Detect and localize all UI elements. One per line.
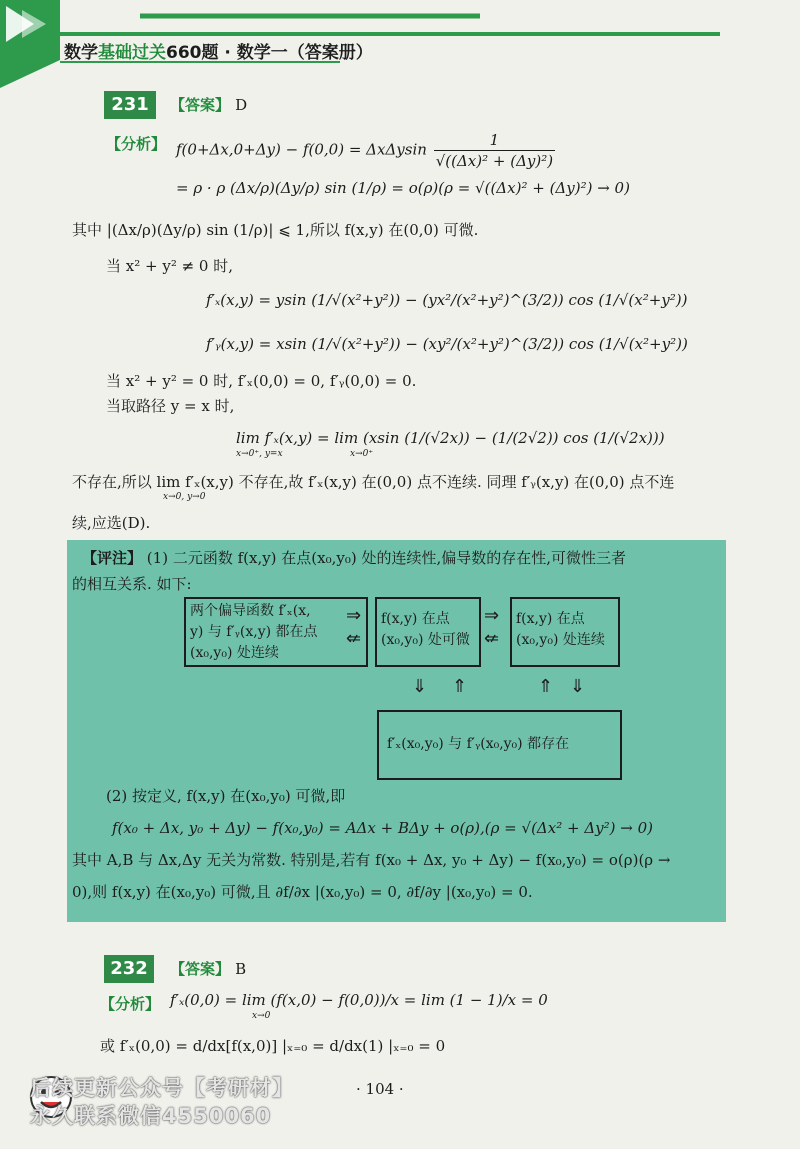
answer-value-232: B (235, 960, 247, 978)
limit-formula: lim f′ₓ(x,y) = lim (xsin (1/(√2x)) − (1/(2√2)) cos (1/(√2x))) (236, 429, 665, 447)
analysis-label-232: 【分析】 (100, 995, 161, 1013)
answer-row-232 (170, 958, 246, 979)
analysis-line-10: 不存在,所以 lim f′ₓ(x,y) 不存在,故 f′ₓ(x,y) 在(0,0) 点不连续. 同理 f′ᵧ(x,y) 在(0,0) 点不连 (72, 473, 675, 491)
book-title (64, 38, 373, 63)
q232-analysis-line-2: 或 f′ₓ(0,0) = d/dx[f(x,0)] |ₓ₌₀ = d/dx(1) |ₓ₌₀ = 0 (100, 1037, 446, 1055)
not-implied-arrow-1: ⇍ (346, 628, 362, 649)
note-intro-text: (1) 二元函数 f(x,y) 在点(x₀,y₀) 处的连续性,偏导数的存在性,可微性三者 (146, 549, 627, 567)
page-number: · 104 · (356, 1080, 404, 1098)
answer-label-232: 【答案】 (170, 960, 231, 978)
analysis-line-3: 其中 |(Δx/ρ)(Δy/ρ) sin (1/ρ)| ⩽ 1,所以 f(x,y) 在(0,0) 可微. (72, 221, 479, 239)
q232-limit-subscript: x→0 (252, 1011, 271, 1021)
box1-line-3: (x₀,y₀) 处连续 (190, 645, 279, 661)
box3-line-2: (x₀,y₀) 处连续 (516, 632, 605, 648)
watermark-line-1: 后续更新公众号【考研材】 (30, 1076, 294, 1100)
note-label: 【评注】 (82, 549, 143, 567)
line10-subscript: x→0, y→0 (163, 492, 206, 502)
question-number-badge: 231 (104, 91, 156, 119)
not-implied-up-arrow-1: ⇑ (452, 676, 468, 697)
analysis-line-8: 当取路径 y = x 时, (106, 397, 235, 415)
analysis-line-4: 当 x² + y² ≠ 0 时, (106, 257, 234, 275)
note-p2-line-3: 其中 A,B 与 Δx,Δy 无关为常数. 特别是,若有 f(x₀ + Δx, y₀ + Δy) − f(x₀,y₀) = o(ρ)(ρ → (72, 851, 671, 869)
watermark (30, 1068, 294, 1128)
title-part-2: 基础过关 (98, 43, 166, 63)
title-part-1: 数学 (64, 43, 98, 63)
line1-numerator: 1 (434, 130, 555, 151)
answer-row (170, 94, 247, 115)
flow-box-differentiable (375, 597, 481, 667)
box3-line-1: f(x,y) 在点 (516, 611, 585, 627)
note-p2-line-1: (2) 按定义, f(x,y) 在(x₀,y₀) 可微,即 (106, 787, 346, 805)
analysis-line-7: 当 x² + y² = 0 时, f′ₓ(0,0) = 0, f′ᵧ(0,0) = 0. (106, 372, 417, 390)
note-intro-line-2: 的相互关系. 如下: (72, 575, 192, 593)
box1-line-2: y) 与 f′ᵧ(x,y) 都在点 (190, 624, 318, 640)
watermark-line-2: 永久联系微信4550060 (30, 1104, 272, 1128)
answer-value: D (235, 96, 248, 114)
analysis-label: 【分析】 (106, 135, 167, 153)
note-intro-line-1 (82, 548, 626, 568)
partial-x-formula: f′ₓ(x,y) = ysin (1/√(x²+y²)) − (yx²/(x²+y²)^(3/2)) cos (1/√(x²+y²)) (206, 291, 688, 309)
line1-lhs: f(0+Δx,0+Δy) − f(0,0) = ΔxΔysin (176, 140, 427, 159)
limit-subscript-2: x→0⁺ (350, 449, 374, 459)
implies-arrow-2: ⇒ (484, 605, 500, 626)
analysis-line-2: = ρ · ρ (Δx/ρ)(Δy/ρ) sin (1/ρ) = o(ρ)(ρ = √((Δx)² + (Δy)²) → 0) (176, 179, 630, 197)
implies-down-arrow: ⇓ (412, 676, 428, 697)
flow-box-partials-exist (377, 710, 622, 780)
note-p2-line-4: 0),则 f(x,y) 在(x₀,y₀) 可微,且 ∂f/∂x |(x₀,y₀) = 0, ∂f/∂y |(x₀,y₀) = 0. (72, 883, 533, 901)
limit-subscript-1: x→0⁺, y=x (236, 449, 283, 459)
flow-box-continuous (510, 597, 620, 667)
question-number-badge-232: 232 (104, 955, 154, 983)
not-implied-arrow-2: ⇍ (484, 628, 500, 649)
box2-line-2: (x₀,y₀) 处可微 (381, 632, 470, 648)
box2-line-1: f(x,y) 在点 (381, 611, 450, 627)
analysis-line-11: 续,应选(D). (72, 514, 151, 532)
answer-label: 【答案】 (170, 96, 231, 114)
not-implied-up-arrow-2: ⇑ (538, 676, 554, 697)
box4-text: f′ₓ(x₀,y₀) 与 f′ᵧ(x₀,y₀) 都存在 (387, 736, 570, 752)
implies-arrow-1: ⇒ (346, 605, 362, 626)
line1-denominator: √((Δx)² + (Δy)²) (435, 152, 554, 170)
partial-y-formula: f′ᵧ(x,y) = xsin (1/√(x²+y²)) − (xy²/(x²+y²)^(3/2)) cos (1/√(x²+y²)) (206, 335, 688, 353)
flow-box-partials-continuous (184, 597, 368, 667)
analysis-line-1 (176, 130, 557, 171)
q232-analysis-line-1: f′ₓ(0,0) = lim (f(x,0) − f(0,0))/x = lim (1 − 1)/x = 0 (170, 991, 548, 1009)
box1-line-1: 两个偏导函数 f′ₓ(x, (190, 603, 311, 619)
title-part-3: 660题 · 数学一（答案册） (166, 43, 373, 63)
not-implied-down-arrow: ⇓ (570, 676, 586, 697)
note-p2-line-2: f(x₀ + Δx, y₀ + Δy) − f(x₀,y₀) = AΔx + BΔy + o(ρ),(ρ = √(Δx² + Δy²) → 0) (112, 819, 654, 837)
